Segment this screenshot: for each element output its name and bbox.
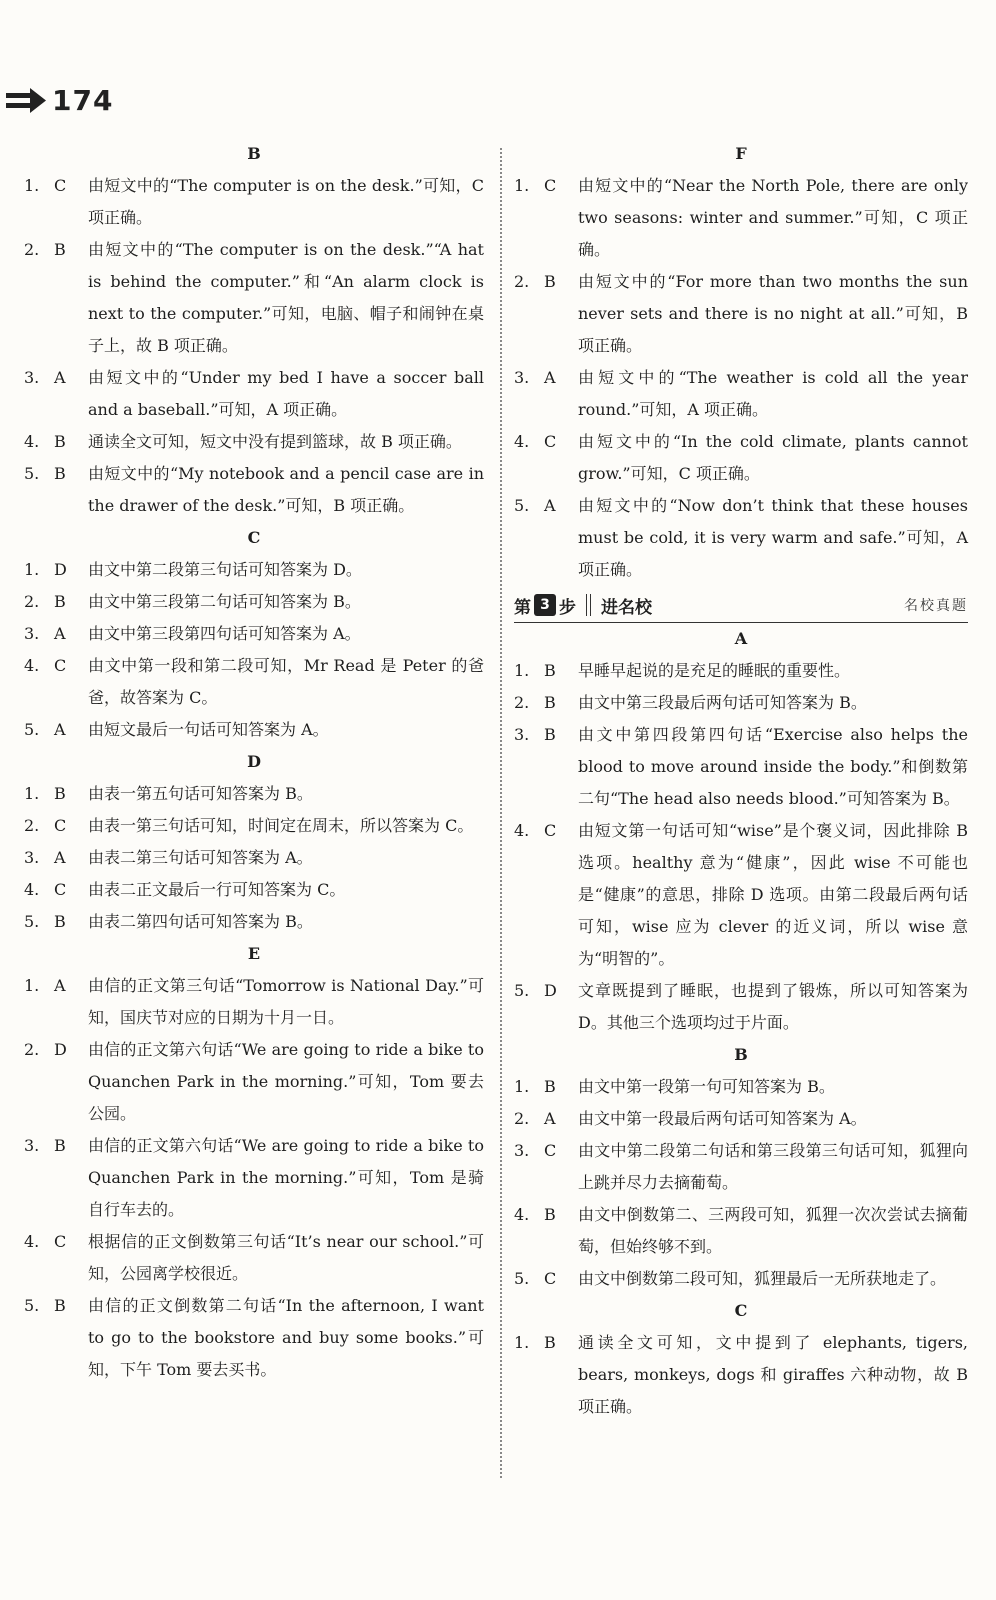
answer-item <box>24 778 484 810</box>
explanation-text: 由信的正文第三句话“Tomorrow is National Day.”可知，国庆节对应的日期为十月一日。 <box>88 976 484 1027</box>
question-number: 5. <box>24 1296 40 1315</box>
explanation-text: 由短文最后一句话可知答案为 A。 <box>88 720 329 739</box>
explanation-text: 由信的正文第六句话“We are going to ride a bike to Quanchen Park in the morning.”可知，Tom 要去公园。 <box>88 1040 484 1123</box>
question-number: 5. <box>514 1269 530 1288</box>
step-prefix: 第 <box>514 597 531 618</box>
answer-item <box>24 618 484 650</box>
question-number: 5. <box>24 464 40 483</box>
question-number: 3. <box>514 1141 530 1160</box>
answer-letter: C <box>54 816 67 835</box>
question-number: 2. <box>514 693 530 712</box>
answer-letter: B <box>54 1136 66 1155</box>
question-number: 3. <box>24 368 40 387</box>
explanation-text: 由短文中的“Now don’t think that these houses must be cold, it is very warm and safe.”可知，A 项正确。 <box>578 496 968 579</box>
answer-letter: C <box>544 432 557 451</box>
explanation-text: 由文中第二段第二句话和第三段第三句话可知，狐狸向上跳并尽力去摘葡萄。 <box>578 1141 968 1192</box>
answer-item <box>24 906 484 938</box>
answer-item <box>24 1290 484 1386</box>
section-title: D <box>247 752 261 771</box>
answer-item <box>514 687 968 719</box>
answer-item <box>24 1226 484 1290</box>
step-tag: 名校真题 <box>904 598 968 614</box>
answer-letter: D <box>54 560 67 579</box>
explanation-text: 由表二正文最后一行可知答案为 C。 <box>88 880 346 899</box>
answer-letter: A <box>54 720 66 739</box>
explanation-text: 由短文中的“Under my bed I have a soccer ball and a baseball.”可知，A 项正确。 <box>88 368 484 419</box>
question-number: 2. <box>24 592 40 611</box>
left-column <box>24 138 484 1386</box>
column-divider <box>500 148 502 1478</box>
question-number: 5. <box>514 981 530 1000</box>
question-number: 4. <box>24 656 40 675</box>
explanation-text: 根据信的正文倒数第三句话“It’s near our school.”可知，公园离学校很近。 <box>88 1232 484 1283</box>
explanation-text: 由信的正文第六句话“We are going to ride a bike to Quanchen Park in the morning.”可知，Tom 是骑自行车去的。 <box>88 1136 484 1219</box>
answer-item <box>514 975 968 1039</box>
explanation-text: 由文中第一段最后两句话可知答案为 A。 <box>578 1109 867 1128</box>
answer-item <box>514 1135 968 1199</box>
question-number: 1. <box>24 176 40 195</box>
answer-letter: B <box>544 272 556 291</box>
explanation-text: 由文中第一段第一句可知答案为 B。 <box>578 1077 835 1096</box>
answer-letter: B <box>544 1077 556 1096</box>
question-number: 1. <box>514 1333 530 1352</box>
answer-item <box>514 426 968 490</box>
question-number: 2. <box>514 1109 530 1128</box>
answer-item <box>24 970 484 1034</box>
section-title: A <box>734 629 748 648</box>
question-number: 1. <box>24 560 40 579</box>
answer-letter: C <box>544 176 557 195</box>
explanation-text: 由文中第二段第三句话可知答案为 D。 <box>88 560 362 579</box>
question-number: 3. <box>514 368 530 387</box>
answer-item <box>514 719 968 815</box>
step-title: 进名校 <box>601 597 652 618</box>
answer-letter: D <box>54 1040 67 1059</box>
answer-letter: A <box>544 368 556 387</box>
question-number: 1. <box>514 176 530 195</box>
explanation-text: 由短文中的“Near the North Pole, there are only two seasons: winter and summer.”可知，C 项正确。 <box>578 176 968 259</box>
question-number: 5. <box>24 912 40 931</box>
answer-letter: B <box>544 725 556 744</box>
question-number: 4. <box>24 1232 40 1251</box>
answer-letter: A <box>544 496 556 515</box>
explanation-text: 由文中第三段第二句话可知答案为 B。 <box>88 592 361 611</box>
answer-item <box>24 234 484 362</box>
explanation-text: 由文中第三段第四句话可知答案为 A。 <box>88 624 361 643</box>
explanation-text: 由短文中的“For more than two months the sun never sets and there is no night at all.”可知，B 项正确。 <box>578 272 968 355</box>
answer-letter: C <box>54 176 67 195</box>
answer-letter: A <box>54 624 66 643</box>
question-number: 1. <box>24 784 40 803</box>
explanation-text: 由文中第一段和第二段可知，Mr Read 是 Peter 的爸爸，故答案为 C。 <box>88 656 484 707</box>
explanation-text: 通读全文可知，文中提到了 elephants, tigers, bears, monkeys, dogs 和 giraffes 六种动物，故 B 项正确。 <box>578 1333 968 1416</box>
right-column-bottom <box>514 623 968 1423</box>
answer-item <box>514 1327 968 1423</box>
page-number-text: 174 <box>52 84 114 117</box>
step-suffix: 步 <box>559 597 576 618</box>
answer-letter: C <box>544 1269 557 1288</box>
answer-item <box>24 426 484 458</box>
question-number: 4. <box>514 432 530 451</box>
answer-letter: C <box>54 1232 67 1251</box>
answer-letter: B <box>54 240 66 259</box>
section-title: C <box>734 1301 748 1320</box>
explanation-text: 由表二第四句话可知答案为 B。 <box>88 912 313 931</box>
section-title: C <box>247 528 261 547</box>
question-number: 1. <box>514 661 530 680</box>
answer-item <box>24 810 484 842</box>
answer-item <box>514 1263 968 1295</box>
question-number: 5. <box>24 720 40 739</box>
explanation-text: 由表二第三句话可知答案为 A。 <box>88 848 313 867</box>
question-number: 4. <box>24 880 40 899</box>
answer-item <box>514 266 968 362</box>
answer-letter: B <box>54 464 66 483</box>
answer-letter: B <box>54 1296 66 1315</box>
step-bar <box>514 588 968 623</box>
answer-item <box>24 842 484 874</box>
explanation-text: 由短文中的“My notebook and a pencil case are in the drawer of the desk.”可知，B 项正确。 <box>88 464 484 515</box>
answer-item <box>514 1199 968 1263</box>
answer-item <box>24 458 484 522</box>
answer-item <box>24 554 484 586</box>
answer-letter: B <box>544 661 556 680</box>
section-title: E <box>247 944 261 963</box>
question-number: 1. <box>514 1077 530 1096</box>
answer-item <box>514 655 968 687</box>
answer-letter: B <box>544 693 556 712</box>
answer-letter: B <box>54 592 66 611</box>
question-number: 2. <box>24 1040 40 1059</box>
question-number: 4. <box>24 432 40 451</box>
answer-item <box>514 815 968 975</box>
explanation-text: 早睡早起说的是充足的睡眠的重要性。 <box>578 661 851 680</box>
question-number: 3. <box>24 1136 40 1155</box>
answer-letter: C <box>54 880 67 899</box>
section-title: F <box>735 144 747 163</box>
answer-letter: C <box>544 1141 557 1160</box>
step-label <box>514 593 576 618</box>
explanation-text: 由短文中的“The computer is on the desk.”“A hat is behind the computer.”和“An alarm clock is next to the computer.”可知，电脑、帽子和闹钟在桌子上，故 B 项正确。 <box>88 240 484 355</box>
answer-letter: A <box>54 848 66 867</box>
answer-letter: C <box>54 656 67 675</box>
answer-item <box>514 362 968 426</box>
explanation-text: 文章既提到了睡眠，也提到了锻炼，所以可知答案为 D。其他三个选项均过于片面。 <box>578 981 968 1032</box>
answer-letter: B <box>544 1205 556 1224</box>
answer-item <box>24 650 484 714</box>
explanation-text: 由文中倒数第二、三两段可知，狐狸一次次尝试去摘葡萄，但始终够不到。 <box>578 1205 968 1256</box>
question-number: 2. <box>24 816 40 835</box>
answer-letter: C <box>544 821 557 840</box>
answer-letter: B <box>54 432 66 451</box>
answer-letter: B <box>544 1333 556 1352</box>
arrow-right-icon <box>4 85 48 117</box>
step-number-badge: 3 <box>534 594 556 616</box>
answer-letter: A <box>54 368 66 387</box>
explanation-text: 由短文第一句话可知“wise”是个褒义词，因此排除 B 选项。healthy 意为“健康”，因此 wise 不可能也是“健康”的意思，排除 D 选项。由第二段最后两句话可知，wise 应为 clever 的近义词，所以 wise 意为“明智的”。 <box>578 821 968 968</box>
explanation-text: 由信的正文倒数第二句话“In the afternoon, I want to go to the bookstore and buy some books.”可知，下午 Tom 要去买书。 <box>88 1296 484 1379</box>
answer-item <box>514 170 968 266</box>
question-number: 3. <box>24 624 40 643</box>
right-column-top <box>514 138 968 586</box>
answer-item <box>24 1130 484 1226</box>
explanation-text: 由文中第三段最后两句话可知答案为 B。 <box>578 693 867 712</box>
page-number <box>4 84 113 117</box>
answer-letter: A <box>544 1109 556 1128</box>
question-number: 4. <box>514 821 530 840</box>
step-separator <box>586 594 591 616</box>
answer-letter: D <box>544 981 557 1000</box>
answer-item <box>24 1034 484 1130</box>
question-number: 3. <box>24 848 40 867</box>
question-number: 5. <box>514 496 530 515</box>
answer-item <box>24 362 484 426</box>
explanation-text: 通读全文可知，短文中没有提到篮球，故 B 项正确。 <box>88 432 462 451</box>
question-number: 4. <box>514 1205 530 1224</box>
answer-item <box>514 1103 968 1135</box>
explanation-text: 由短文中的“The computer is on the desk.”可知，C 项正确。 <box>88 176 484 227</box>
answer-item <box>24 586 484 618</box>
explanation-text: 由文中第四段第四句话“Exercise also helps the blood to move around inside the body.”和倒数第二句“The head also needs blood.”可知答案为 B。 <box>578 725 968 808</box>
explanation-text: 由表一第三句话可知，时间定在周末，所以答案为 C。 <box>88 816 474 835</box>
section-title: B <box>734 1045 748 1064</box>
answer-item <box>24 714 484 746</box>
answer-letter: A <box>54 976 66 995</box>
explanation-text: 由短文中的“In the cold climate, plants cannot grow.”可知，C 项正确。 <box>578 432 968 483</box>
question-number: 2. <box>24 240 40 259</box>
question-number: 3. <box>514 725 530 744</box>
answer-item <box>24 874 484 906</box>
question-number: 2. <box>514 272 530 291</box>
answer-item <box>24 170 484 234</box>
question-number: 1. <box>24 976 40 995</box>
explanation-text: 由文中倒数第二段可知，狐狸最后一无所获地走了。 <box>578 1269 947 1288</box>
section-title: B <box>247 144 261 163</box>
right-column <box>514 138 968 1423</box>
answer-item <box>514 490 968 586</box>
explanation-text: 由表一第五句话可知答案为 B。 <box>88 784 313 803</box>
answer-letter: B <box>54 912 66 931</box>
explanation-text: 由短文中的“The weather is cold all the year round.”可知，A 项正确。 <box>578 368 968 419</box>
answer-letter: B <box>54 784 66 803</box>
answer-item <box>514 1071 968 1103</box>
